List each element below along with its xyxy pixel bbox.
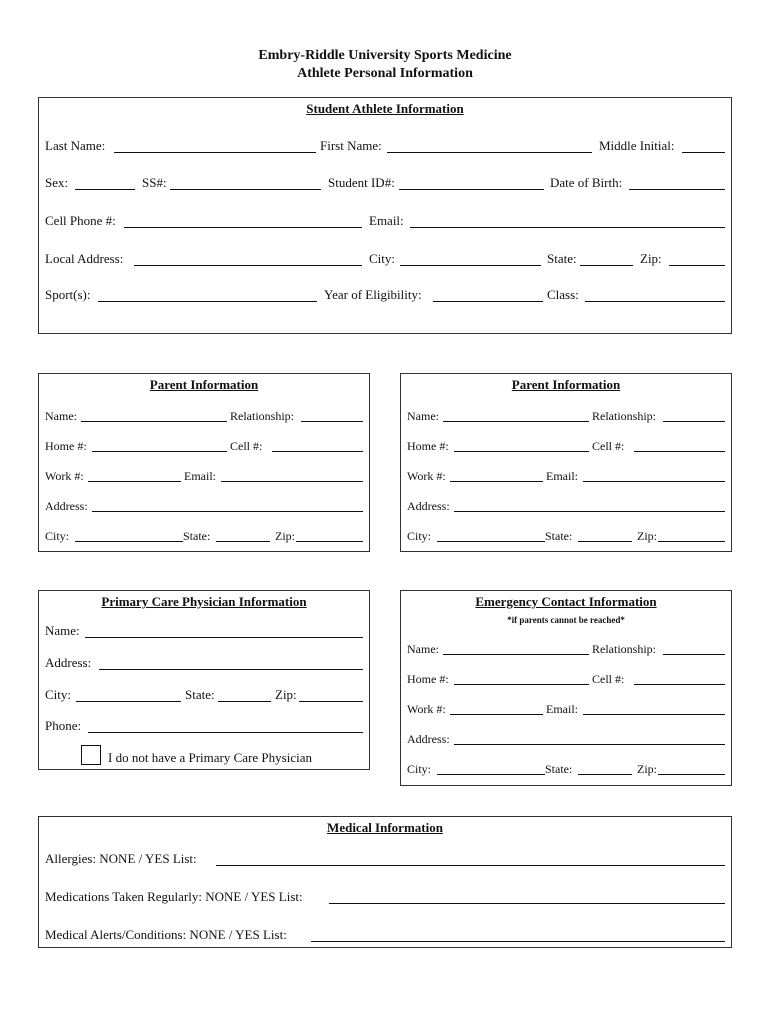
- cell-phone-field[interactable]: [272, 451, 363, 452]
- relationship-label: Relationship:: [592, 409, 656, 423]
- section-title: Parent Information: [149, 377, 259, 392]
- physician-city-label: City:: [45, 687, 72, 702]
- physician-phone-label: Phone:: [45, 718, 82, 733]
- student-id-field[interactable]: [399, 189, 544, 190]
- address-label: Address:: [45, 499, 88, 513]
- city-label: City:: [369, 251, 396, 266]
- zip-label: Zip:: [637, 762, 657, 776]
- home-phone-label: Home #:: [45, 439, 87, 453]
- student-athlete-section: [38, 97, 732, 334]
- zip-field[interactable]: [669, 265, 725, 266]
- section-title: Student Athlete Information: [306, 101, 464, 116]
- section-title: Medical Information: [327, 820, 443, 835]
- student-id-label: Student ID#:: [328, 175, 395, 190]
- contact-name-label: Name:: [407, 642, 439, 656]
- zip-label: Zip:: [640, 251, 662, 266]
- relationship-field[interactable]: [663, 654, 725, 655]
- cell-phone-field[interactable]: [124, 227, 362, 228]
- first-name-field[interactable]: [387, 152, 592, 153]
- ssn-field[interactable]: [170, 189, 321, 190]
- sports-label: Sport(s):: [45, 287, 91, 302]
- city-label: City:: [407, 762, 432, 776]
- state-label: State:: [545, 762, 573, 776]
- year-eligibility-label: Year of Eligibility:: [324, 287, 422, 302]
- address-field[interactable]: [454, 511, 725, 512]
- local-address-field[interactable]: [134, 265, 362, 266]
- relationship-label: Relationship:: [230, 409, 294, 423]
- physician-state-field[interactable]: [218, 701, 271, 702]
- emergency-note: *if parents cannot be reached*: [507, 615, 625, 625]
- physician-phone-field[interactable]: [88, 732, 363, 733]
- sex-label: Sex:: [45, 175, 69, 190]
- zip-field[interactable]: [658, 541, 725, 542]
- year-eligibility-field[interactable]: [433, 301, 543, 302]
- section-title: Parent Information: [511, 377, 621, 392]
- email-label: Email:: [546, 469, 578, 483]
- medical-alerts-field[interactable]: [311, 941, 725, 942]
- email-label: Email:: [369, 213, 404, 228]
- allergies-field[interactable]: [216, 865, 725, 866]
- email-field[interactable]: [410, 227, 725, 228]
- cell-phone-label: Cell #:: [592, 439, 625, 453]
- email-field[interactable]: [221, 481, 363, 482]
- emergency-contact-section: [400, 590, 732, 786]
- email-field[interactable]: [583, 481, 725, 482]
- no-physician-label: I do not have a Primary Care Physician: [108, 750, 312, 765]
- physician-state-label: State:: [185, 687, 215, 702]
- parent-name-field[interactable]: [81, 421, 227, 422]
- allergies-label: Allergies: NONE / YES List:: [45, 851, 197, 866]
- cell-phone-label: Cell Phone #:: [45, 213, 116, 228]
- state-field[interactable]: [216, 541, 270, 542]
- email-label: Email:: [546, 702, 578, 716]
- state-field[interactable]: [580, 265, 633, 266]
- physician-name-field[interactable]: [85, 637, 363, 638]
- section-title: Emergency Contact Information: [475, 594, 657, 609]
- parent-info-section-1: [38, 373, 370, 552]
- physician-name-label: Name:: [45, 623, 80, 638]
- relationship-field[interactable]: [663, 421, 725, 422]
- middle-initial-field[interactable]: [682, 152, 725, 153]
- section-title: Primary Care Physician Information: [101, 594, 307, 609]
- address-field[interactable]: [454, 744, 725, 745]
- work-phone-label: Work #:: [45, 469, 84, 483]
- class-label: Class:: [547, 287, 579, 302]
- sex-field[interactable]: [75, 189, 135, 190]
- first-name-label: First Name:: [320, 138, 382, 153]
- parent-name-label: Name:: [45, 409, 77, 423]
- medications-field[interactable]: [329, 903, 725, 904]
- physician-city-field[interactable]: [76, 701, 181, 702]
- city-field[interactable]: [400, 265, 541, 266]
- form-title: Embry-Riddle University Sports Medicine: [258, 48, 512, 63]
- home-phone-field[interactable]: [92, 451, 227, 452]
- physician-zip-field[interactable]: [299, 701, 363, 702]
- form-subtitle: Athlete Personal Information: [297, 66, 473, 81]
- email-label: Email:: [184, 469, 216, 483]
- parent-name-label: Name:: [407, 409, 439, 423]
- cell-phone-field[interactable]: [634, 684, 725, 685]
- work-phone-label: Work #:: [407, 702, 446, 716]
- parent-info-section-2: [400, 373, 732, 552]
- zip-label: Zip:: [637, 529, 657, 543]
- zip-label: Zip:: [275, 529, 295, 543]
- middle-initial-label: Middle Initial:: [599, 138, 675, 153]
- sports-field[interactable]: [98, 301, 317, 302]
- state-field[interactable]: [578, 774, 632, 775]
- physician-address-label: Address:: [45, 655, 92, 670]
- state-field[interactable]: [578, 541, 632, 542]
- home-phone-field[interactable]: [454, 451, 589, 452]
- cell-phone-field[interactable]: [634, 451, 725, 452]
- city-field[interactable]: [75, 541, 183, 542]
- contact-name-field[interactable]: [443, 654, 589, 655]
- home-phone-label: Home #:: [407, 439, 449, 453]
- address-label: Address:: [407, 499, 450, 513]
- no-physician-checkbox[interactable]: [81, 745, 101, 765]
- email-field[interactable]: [583, 714, 725, 715]
- physician-section: [38, 590, 370, 770]
- cell-phone-label: Cell #:: [592, 672, 625, 686]
- state-label: State:: [547, 251, 577, 266]
- dob-label: Date of Birth:: [550, 175, 623, 190]
- zip-field[interactable]: [658, 774, 725, 775]
- home-phone-label: Home #:: [407, 672, 449, 686]
- work-phone-field[interactable]: [450, 481, 543, 482]
- address-field[interactable]: [92, 511, 363, 512]
- work-phone-field[interactable]: [450, 714, 543, 715]
- relationship-field[interactable]: [301, 421, 363, 422]
- dob-field[interactable]: [629, 189, 725, 190]
- last-name-label: Last Name:: [45, 138, 106, 153]
- cell-phone-label: Cell #:: [230, 439, 263, 453]
- city-field[interactable]: [437, 541, 545, 542]
- address-label: Address:: [407, 732, 450, 746]
- local-address-label: Local Address:: [45, 251, 124, 266]
- ssn-label: SS#:: [142, 175, 167, 190]
- state-label: State:: [545, 529, 573, 543]
- last-name-field[interactable]: [114, 152, 316, 153]
- medications-label: Medications Taken Regularly: NONE / YES List:: [45, 889, 303, 904]
- class-field[interactable]: [585, 301, 725, 302]
- work-phone-field[interactable]: [88, 481, 181, 482]
- medical-alerts-label: Medical Alerts/Conditions: NONE / YES List:: [45, 927, 287, 942]
- work-phone-label: Work #:: [407, 469, 446, 483]
- home-phone-field[interactable]: [454, 684, 589, 685]
- parent-name-field[interactable]: [443, 421, 589, 422]
- physician-address-field[interactable]: [99, 669, 363, 670]
- state-label: State:: [183, 529, 211, 543]
- city-label: City:: [45, 529, 70, 543]
- zip-field[interactable]: [296, 541, 363, 542]
- relationship-label: Relationship:: [592, 642, 656, 656]
- city-label: City:: [407, 529, 432, 543]
- medical-info-section: [38, 816, 732, 948]
- physician-zip-label: Zip:: [275, 687, 297, 702]
- city-field[interactable]: [437, 774, 545, 775]
